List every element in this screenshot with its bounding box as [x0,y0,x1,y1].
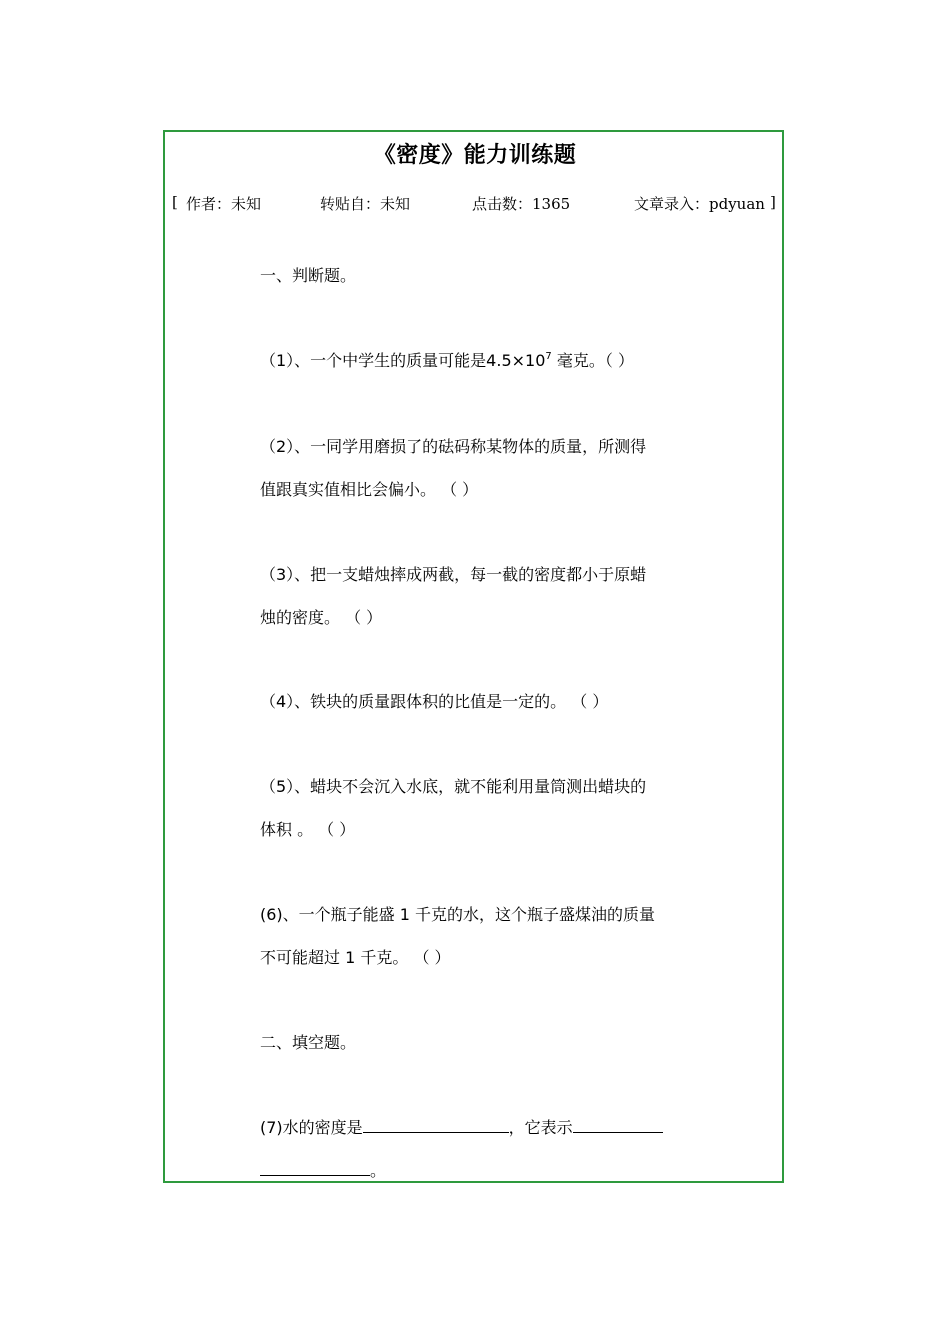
question-6-line-2: 不可能超过 1 千克。 （ ） [260,948,451,967]
question-7-blank-3[interactable] [260,1161,370,1176]
question-7-blank-2[interactable] [573,1118,663,1133]
question-1-tail: 毫克。（ ） [551,351,634,370]
section-heading-fill: 二、填空题。 [260,1033,357,1052]
question-7-end: 。 [370,1161,387,1180]
meta-hits: 点击数：1365 [472,195,571,213]
meta-editor: 文章录入：pdyuan [634,195,765,213]
question-5-line-2: 体积 。 （ ） [260,820,356,839]
question-7-line-2 [260,1158,386,1181]
document-title: 《密度》能力训练题 [373,143,577,168]
question-1 [260,348,634,371]
section-heading-judge: 一、判断题。 [260,266,357,285]
question-7-text: (7)水的密度是 [260,1118,363,1137]
question-3-line-2: 烛的密度。 （ ） [260,608,383,627]
question-2-line-1: （2）、一同学用磨损了的砝码称某物体的质量，所测得 [260,437,647,456]
question-4-line-1: （4）、铁块的质量跟体积的比值是一定的。 （ ） [260,692,609,711]
meta-close-bracket: ] [770,193,776,211]
question-7-line-1 [260,1115,663,1138]
meta-source: 转贴自：未知 [320,195,411,213]
question-2-line-2: 值跟真实值相比会偏小。 （ ） [260,480,479,499]
meta-open-bracket: [ [172,193,178,211]
question-3-line-1: （3）、把一支蜡烛摔成两截，每一截的密度都小于原蜡 [260,565,647,584]
meta-author: 作者：未知 [186,195,262,213]
question-1-text: （1）、一个中学生的质量可能是4.5×10 [260,351,546,370]
question-1-exponent: 7 [545,351,552,362]
question-7-blank-1[interactable] [363,1118,509,1133]
question-6-line-1: (6)、一个瓶子能盛 1 千克的水，这个瓶子盛煤油的质量 [260,905,656,924]
question-7-mid: ，它表示 [508,1118,573,1137]
document-frame [163,130,784,1183]
question-5-line-1: （5）、蜡块不会沉入水底，就不能利用量筒测出蜡块的 [260,777,647,796]
